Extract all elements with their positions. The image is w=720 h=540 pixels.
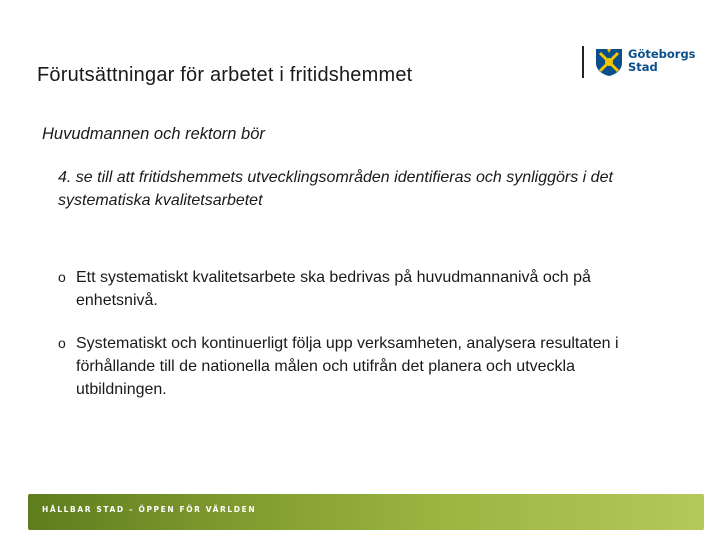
logo-wordmark [628,48,696,74]
bullet-marker: o [58,269,66,285]
subheading: Huvudmannen och rektorn bör [42,125,265,143]
goteborg-logo [582,44,696,80]
bullet-text: Systematiskt och kontinuerligt följa upp verksamheten, analysera resultaten i förhållande till de nationella målen och utifrån det planera och utveckla utbildningen. [76,335,619,398]
slide-title: Förutsättningar för arbetet i fritidshemmet [37,64,413,86]
logo-wordmark-line1: Göteborgs [628,47,696,61]
logo-divider [582,46,584,78]
footer-slogan: HÅLLBAR STAD – ÖPPEN FÖR VÄRLDEN [42,505,257,514]
bullet-text: Ett systematiskt kvalitetsarbete ska bedrivas på huvudmannanivå och på enhetsnivå. [76,269,591,309]
goal-statement: 4. se till att fritidshemmets utvecklingsområden identifieras och synliggörs i det systematiska kvalitetsarbetet [58,169,613,209]
bullet-marker: o [58,335,66,351]
goteborg-crest-icon [594,47,624,77]
footer-banner [28,494,704,530]
logo-wordmark-line2: Stad [628,60,658,74]
bullet-item [58,266,658,312]
bullet-item [58,332,658,401]
